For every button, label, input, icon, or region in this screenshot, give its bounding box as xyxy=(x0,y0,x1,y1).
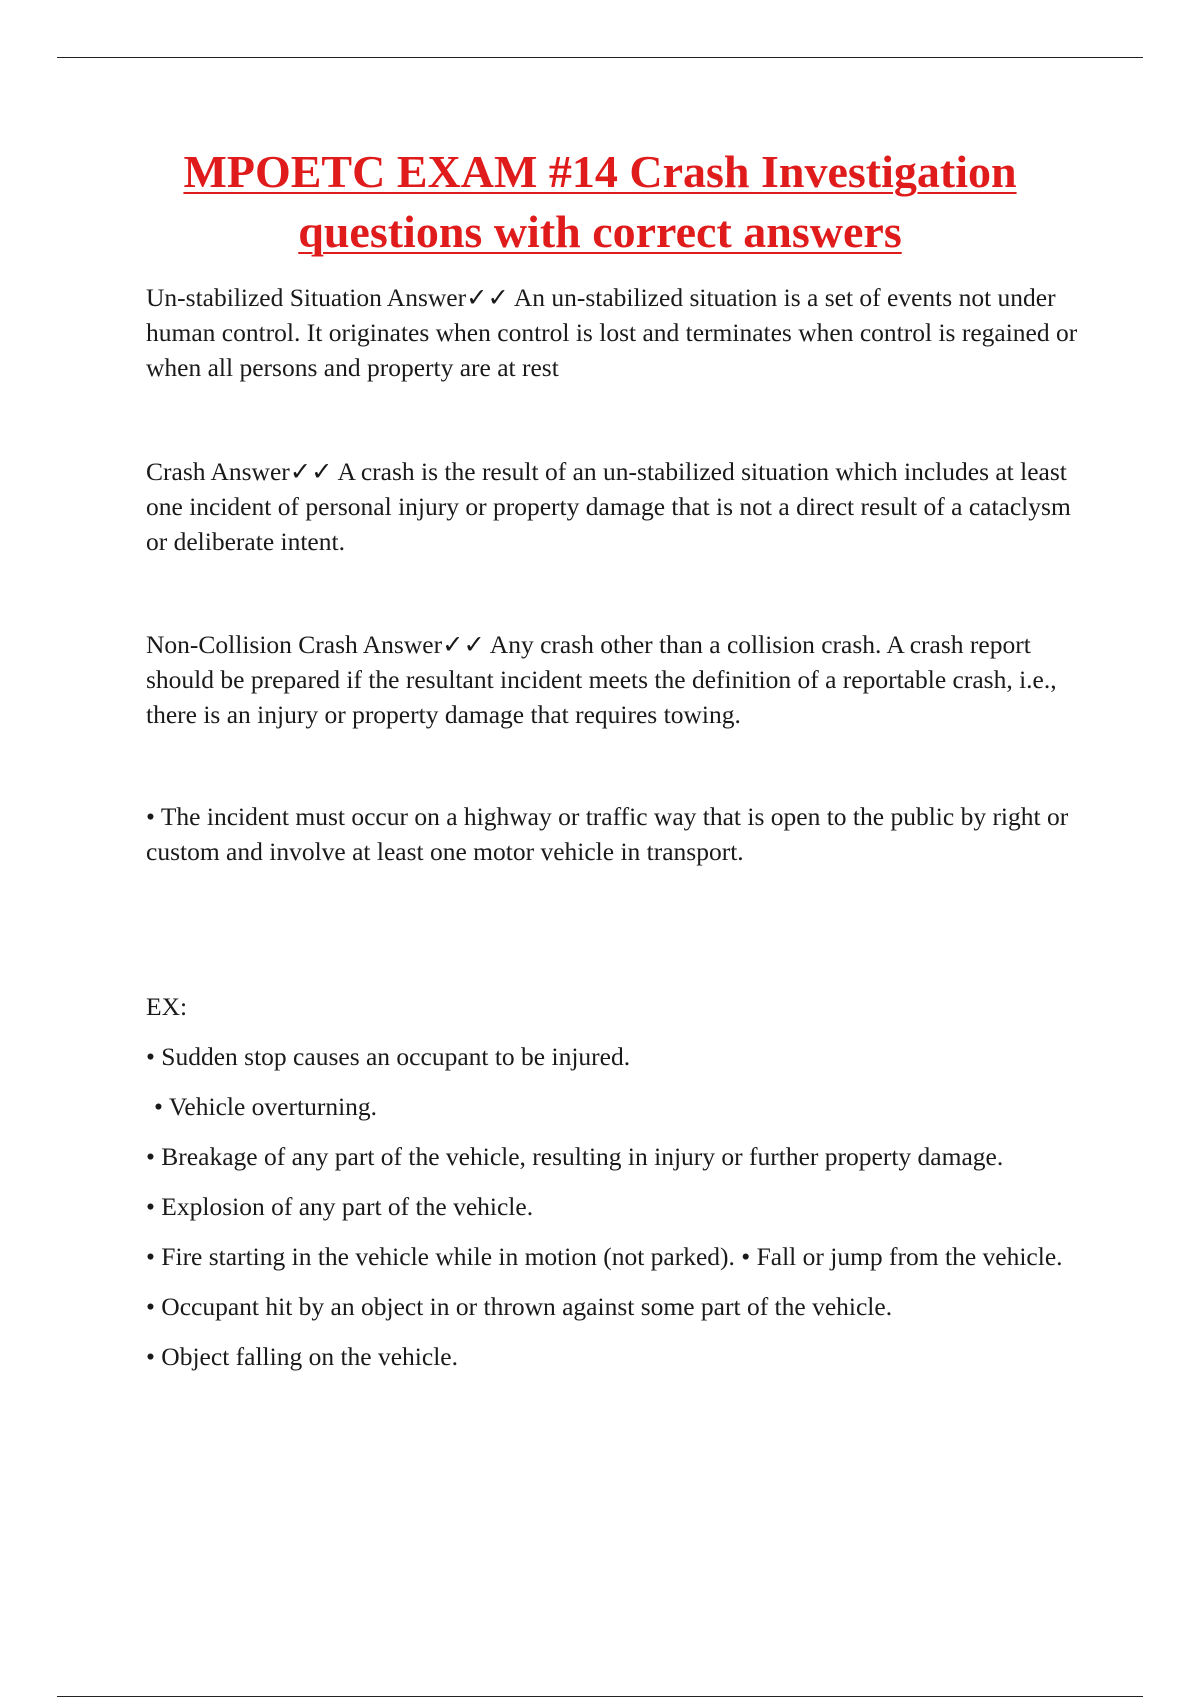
list-item: • Explosion of any part of the vehicle. xyxy=(146,1192,534,1221)
top-divider xyxy=(57,57,1143,58)
list-item: • Sudden stop causes an occupant to be injured. xyxy=(146,1042,631,1071)
list-item: • Fire starting in the vehicle while in motion (not parked). • Fall or jump from the vehicle. xyxy=(146,1242,1063,1271)
document-title xyxy=(100,142,1100,262)
bottom-divider xyxy=(57,1696,1143,1697)
paragraph-crash: Crash Answer✓✓ A crash is the result of an un-stabilized situation which includes at least one incident of personal injury or property damage that is not a direct result of a cataclysm or deliberate intent. xyxy=(146,457,1071,556)
list-item: • Object falling on the vehicle. xyxy=(146,1342,458,1371)
title-line-1: MPOETC EXAM #14 Crash Investigation xyxy=(183,146,1017,197)
examples-list xyxy=(146,1040,1096,1390)
paragraph-non-collision-crash: Non-Collision Crash Answer✓✓ Any crash other than a collision crash. A crash report should be prepared if the resultant incident meets the definition of a reportable crash, i.e., there is an injury or property damage that requires towing. xyxy=(146,630,1057,729)
list-item: • Occupant hit by an object in or thrown against some part of the vehicle. xyxy=(146,1292,893,1321)
list-item: • Vehicle overturning. xyxy=(154,1092,378,1121)
paragraph-incident-requirement: • The incident must occur on a highway or traffic way that is open to the public by right or custom and involve at least one motor vehicle in transport. xyxy=(146,802,1069,866)
paragraph-unstabilized-situation: Un-stabilized Situation Answer✓✓ An un-stabilized situation is a set of events not under human control. It originates when control is lost and terminates when control is regained or when all persons and property are at rest xyxy=(146,283,1078,382)
list-item: • Breakage of any part of the vehicle, resulting in injury or further property damage. xyxy=(146,1142,1004,1171)
examples-label: EX: xyxy=(146,992,188,1021)
title-line-2: questions with correct answers xyxy=(298,206,902,257)
